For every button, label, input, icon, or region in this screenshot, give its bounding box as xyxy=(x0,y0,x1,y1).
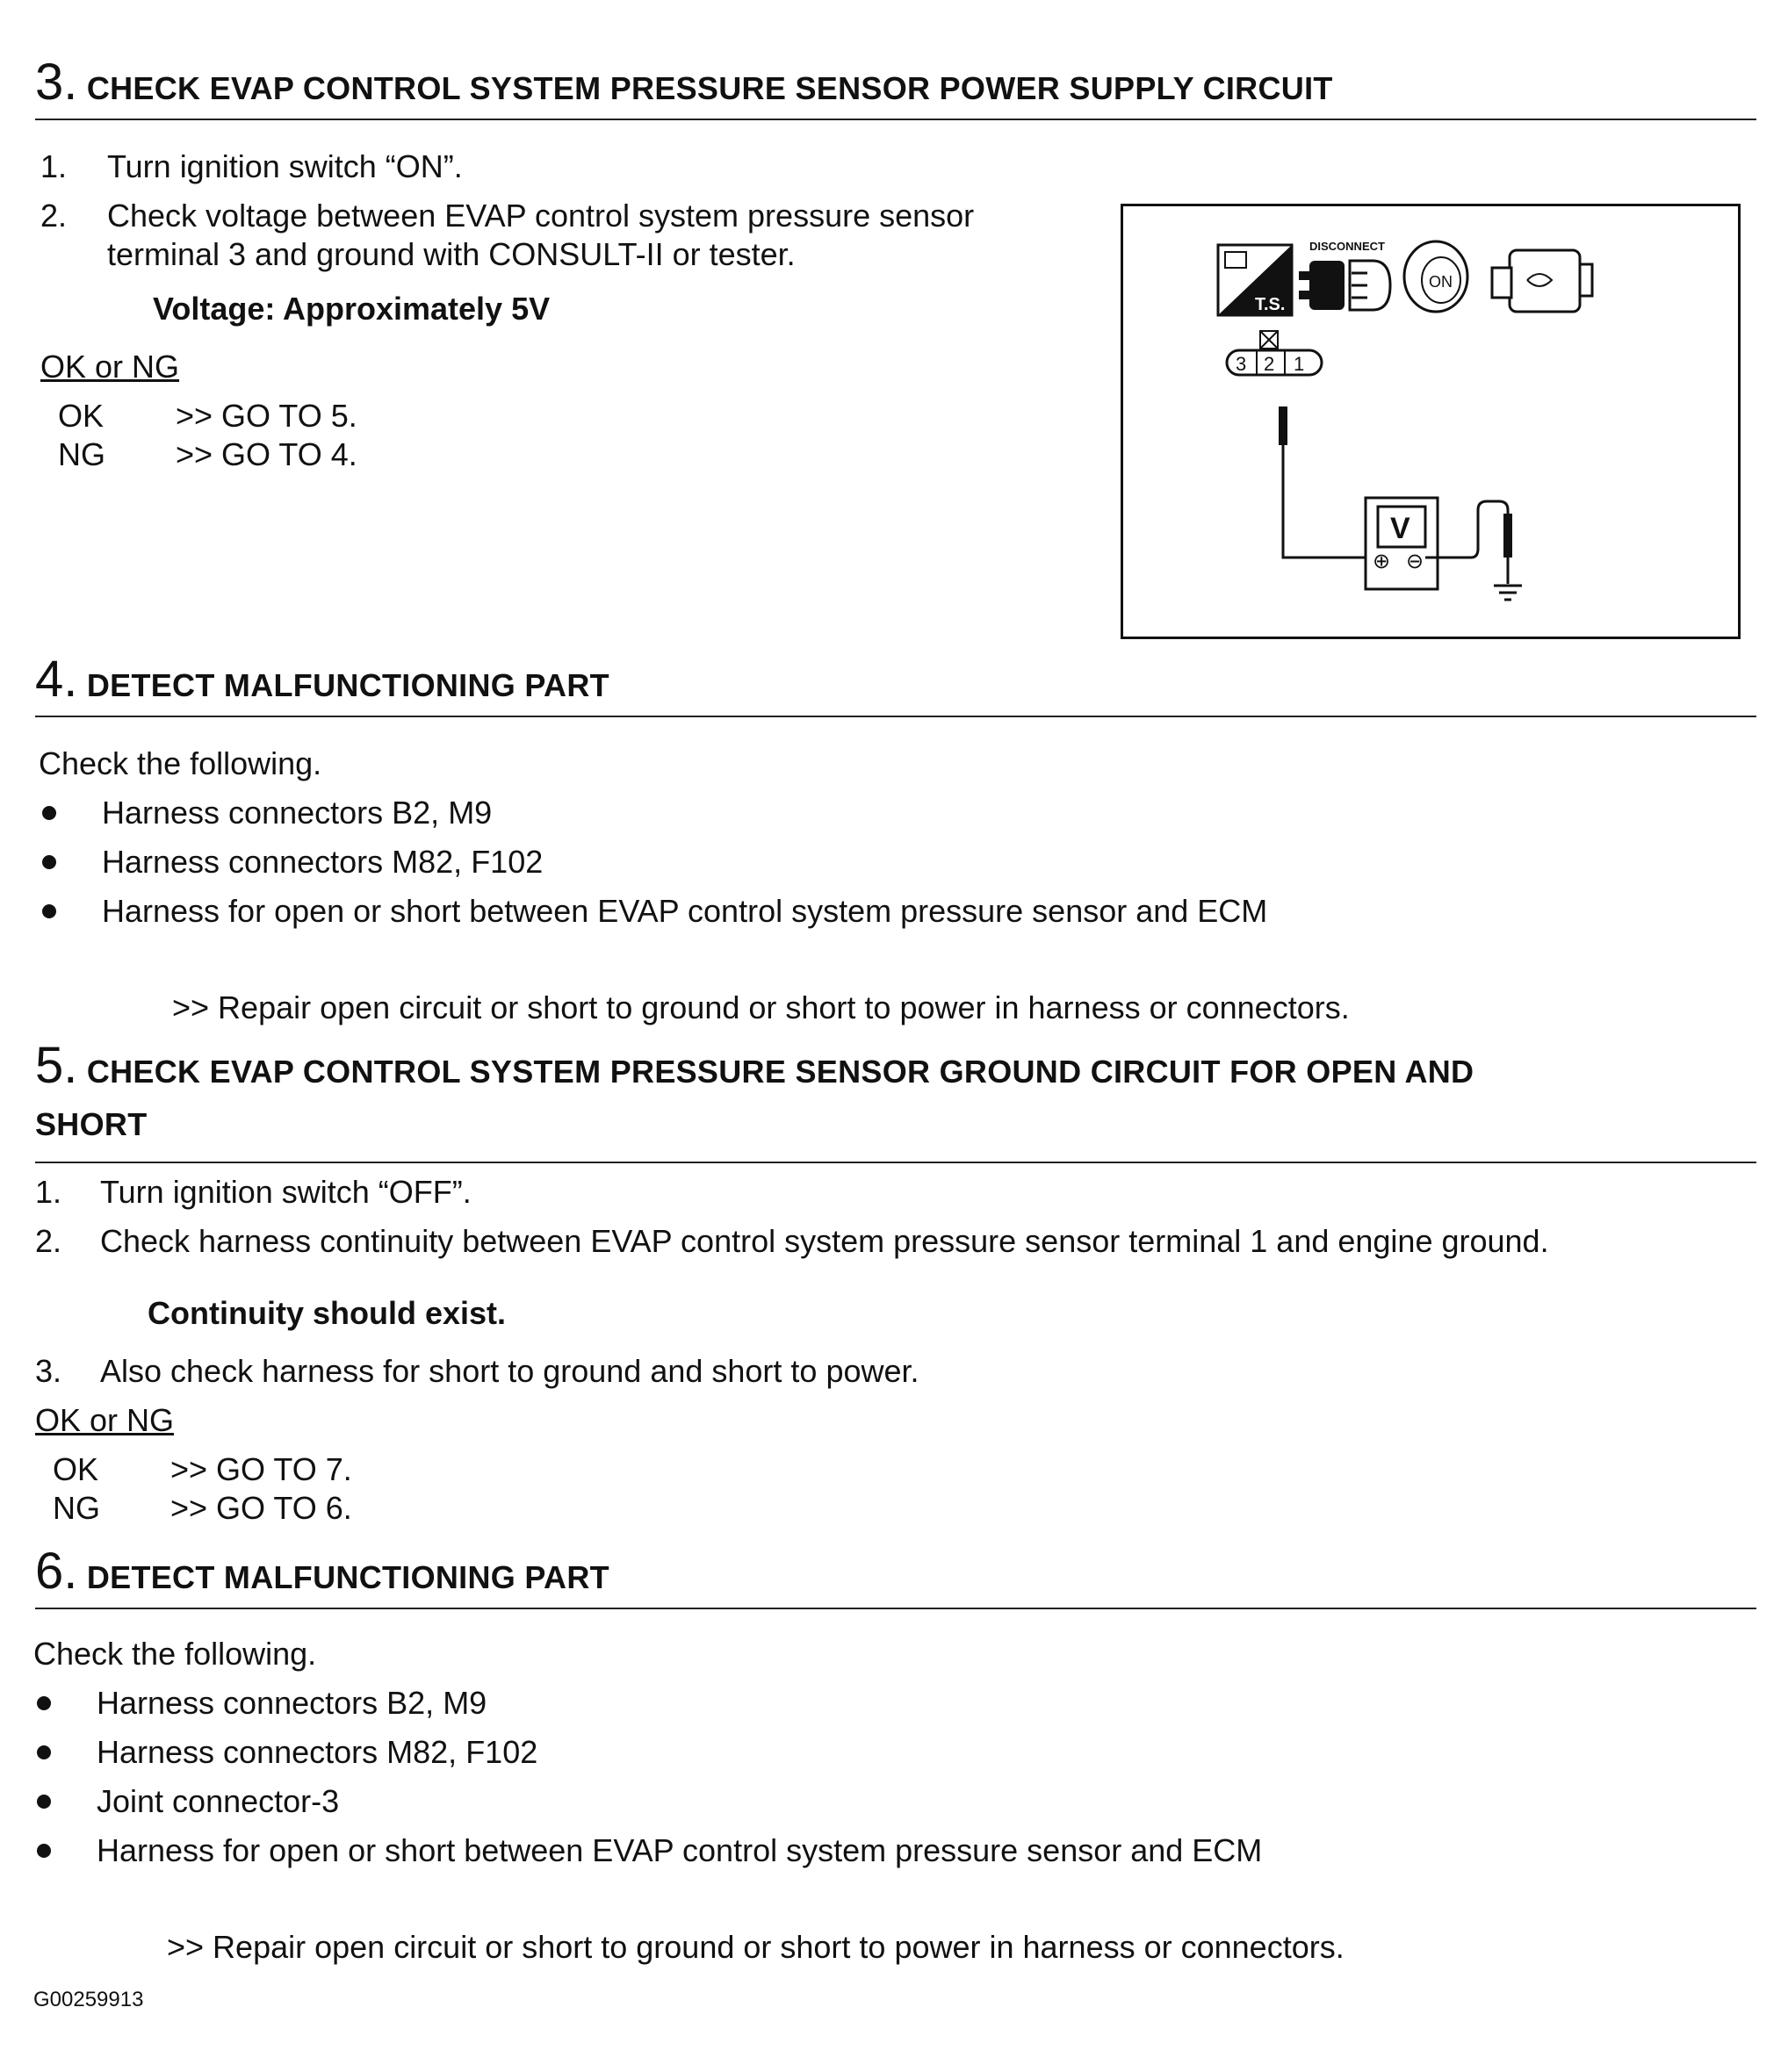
section-3-heading xyxy=(35,53,1756,120)
bullet-dot xyxy=(37,1844,51,1858)
s5-ok-ng-label: OK or NG xyxy=(35,1402,175,1438)
s6-bullet-4-text: Harness for open or short between EVAP control system pressure sensor and ECM xyxy=(97,1832,1263,1868)
s3-step-1-number: 1. xyxy=(40,148,68,184)
s5-step-1-number: 1. xyxy=(35,1174,62,1210)
bullet-dot xyxy=(42,904,56,918)
s3-ok-ng-label: OK or NG xyxy=(40,349,180,385)
s3-spec: Voltage: Approximately 5V xyxy=(153,291,551,327)
s3-step-2-number: 2. xyxy=(40,198,68,234)
s3-result-ok-key: OK xyxy=(58,398,105,434)
section-5-title: CHECK EVAP CONTROL SYSTEM PRESSURE SENSOR GROUND CIRCUIT FOR OPEN AND xyxy=(86,1054,1474,1090)
s5-step-3-text: Also check harness for short to ground and short to power. xyxy=(100,1353,919,1389)
s5-result-ok-value: >> GO TO 7. xyxy=(170,1451,352,1487)
meter-plus-terminal: ⊕ xyxy=(1373,549,1391,573)
s6-bullet-3-text: Joint connector-3 xyxy=(97,1783,340,1819)
sensor-connector xyxy=(1227,331,1322,375)
engine-icon xyxy=(1492,250,1592,312)
ignition-on-label: ON xyxy=(1429,273,1453,291)
voltmeter xyxy=(1366,498,1438,589)
bullet-dot xyxy=(37,1745,51,1759)
terminal-2-label: 2 xyxy=(1264,353,1275,375)
bullet-dot xyxy=(37,1696,51,1710)
s3-step-2-text: Check voltage between EVAP control system pressure sensor xyxy=(107,198,975,234)
diagram-svg xyxy=(1123,206,1738,637)
s5-step-2-text: Check harness continuity between EVAP control system pressure sensor terminal 1 and engine ground. xyxy=(100,1223,1549,1259)
meter-minus-terminal: ⊖ xyxy=(1406,549,1424,573)
section-5-number: 5. xyxy=(35,1037,78,1094)
s4-intro: Check the following. xyxy=(39,745,322,781)
positive-probe-lead xyxy=(1279,406,1378,558)
s5-step-2-number: 2. xyxy=(35,1223,62,1259)
section-3-number: 3. xyxy=(35,54,78,111)
figure-reference-code: G00259913 xyxy=(33,1988,144,2011)
s3-result-ng-value: >> GO TO 4. xyxy=(176,436,357,472)
disconnect-label: DISCONNECT xyxy=(1309,240,1385,253)
section-5-title-cont: SHORT xyxy=(35,1106,148,1142)
bullet-dot xyxy=(37,1795,51,1809)
bullet-dot xyxy=(42,806,56,820)
terminal-1-label: 1 xyxy=(1294,353,1305,375)
section-6-title: DETECT MALFUNCTIONING PART xyxy=(86,1559,609,1595)
section-4-heading xyxy=(35,650,1756,717)
s6-action: >> Repair open circuit or short to ground or short to power in harness or connectors. xyxy=(167,1929,1345,1965)
ts-icon xyxy=(1218,245,1292,315)
section-6-heading xyxy=(35,1542,1756,1609)
bullet-dot xyxy=(42,855,56,869)
s3-step-1-text: Turn ignition switch “ON”. xyxy=(107,148,463,184)
s5-step-1-text: Turn ignition switch “OFF”. xyxy=(100,1174,472,1210)
s5-result-ng-value: >> GO TO 6. xyxy=(170,1490,352,1526)
s5-step-3-number: 3. xyxy=(35,1353,62,1389)
s5-result-ok-key: OK xyxy=(53,1451,99,1487)
section-4-number: 4. xyxy=(35,651,78,708)
section-6-number: 6. xyxy=(35,1543,78,1600)
s4-bullet-2-text: Harness connectors M82, F102 xyxy=(102,844,544,880)
s5-result-ng-key: NG xyxy=(53,1490,100,1526)
ignition-on-icon xyxy=(1404,241,1467,312)
section-5-heading xyxy=(35,1037,1756,1163)
s5-spec: Continuity should exist. xyxy=(148,1295,507,1331)
ground-symbol xyxy=(1494,586,1522,600)
voltage-check-diagram xyxy=(1121,204,1741,639)
s6-bullet-1-text: Harness connectors B2, M9 xyxy=(97,1685,487,1721)
s3-step-2-text-cont: terminal 3 and ground with CONSULT-II or tester. xyxy=(107,236,796,272)
section-3-title: CHECK EVAP CONTROL SYSTEM PRESSURE SENSOR POWER SUPPLY CIRCUIT xyxy=(86,70,1333,106)
terminal-3-label: 3 xyxy=(1236,353,1247,375)
s6-bullet-2-text: Harness connectors M82, F102 xyxy=(97,1734,538,1770)
s4-action: >> Repair open circuit or short to ground or short to power in harness or connectors. xyxy=(172,989,1350,1025)
s3-result-ng-key: NG xyxy=(58,436,105,472)
s4-bullet-1-text: Harness connectors B2, M9 xyxy=(102,795,493,831)
section-4-title: DETECT MALFUNCTIONING PART xyxy=(86,667,609,703)
s4-bullet-3-text: Harness for open or short between EVAP control system pressure sensor and ECM xyxy=(102,893,1268,929)
s6-intro: Check the following. xyxy=(33,1636,317,1672)
meter-label: V xyxy=(1390,512,1410,545)
ts-label: T.S. xyxy=(1255,295,1286,314)
s3-result-ok-value: >> GO TO 5. xyxy=(176,398,357,434)
disconnect-icon xyxy=(1299,240,1390,310)
